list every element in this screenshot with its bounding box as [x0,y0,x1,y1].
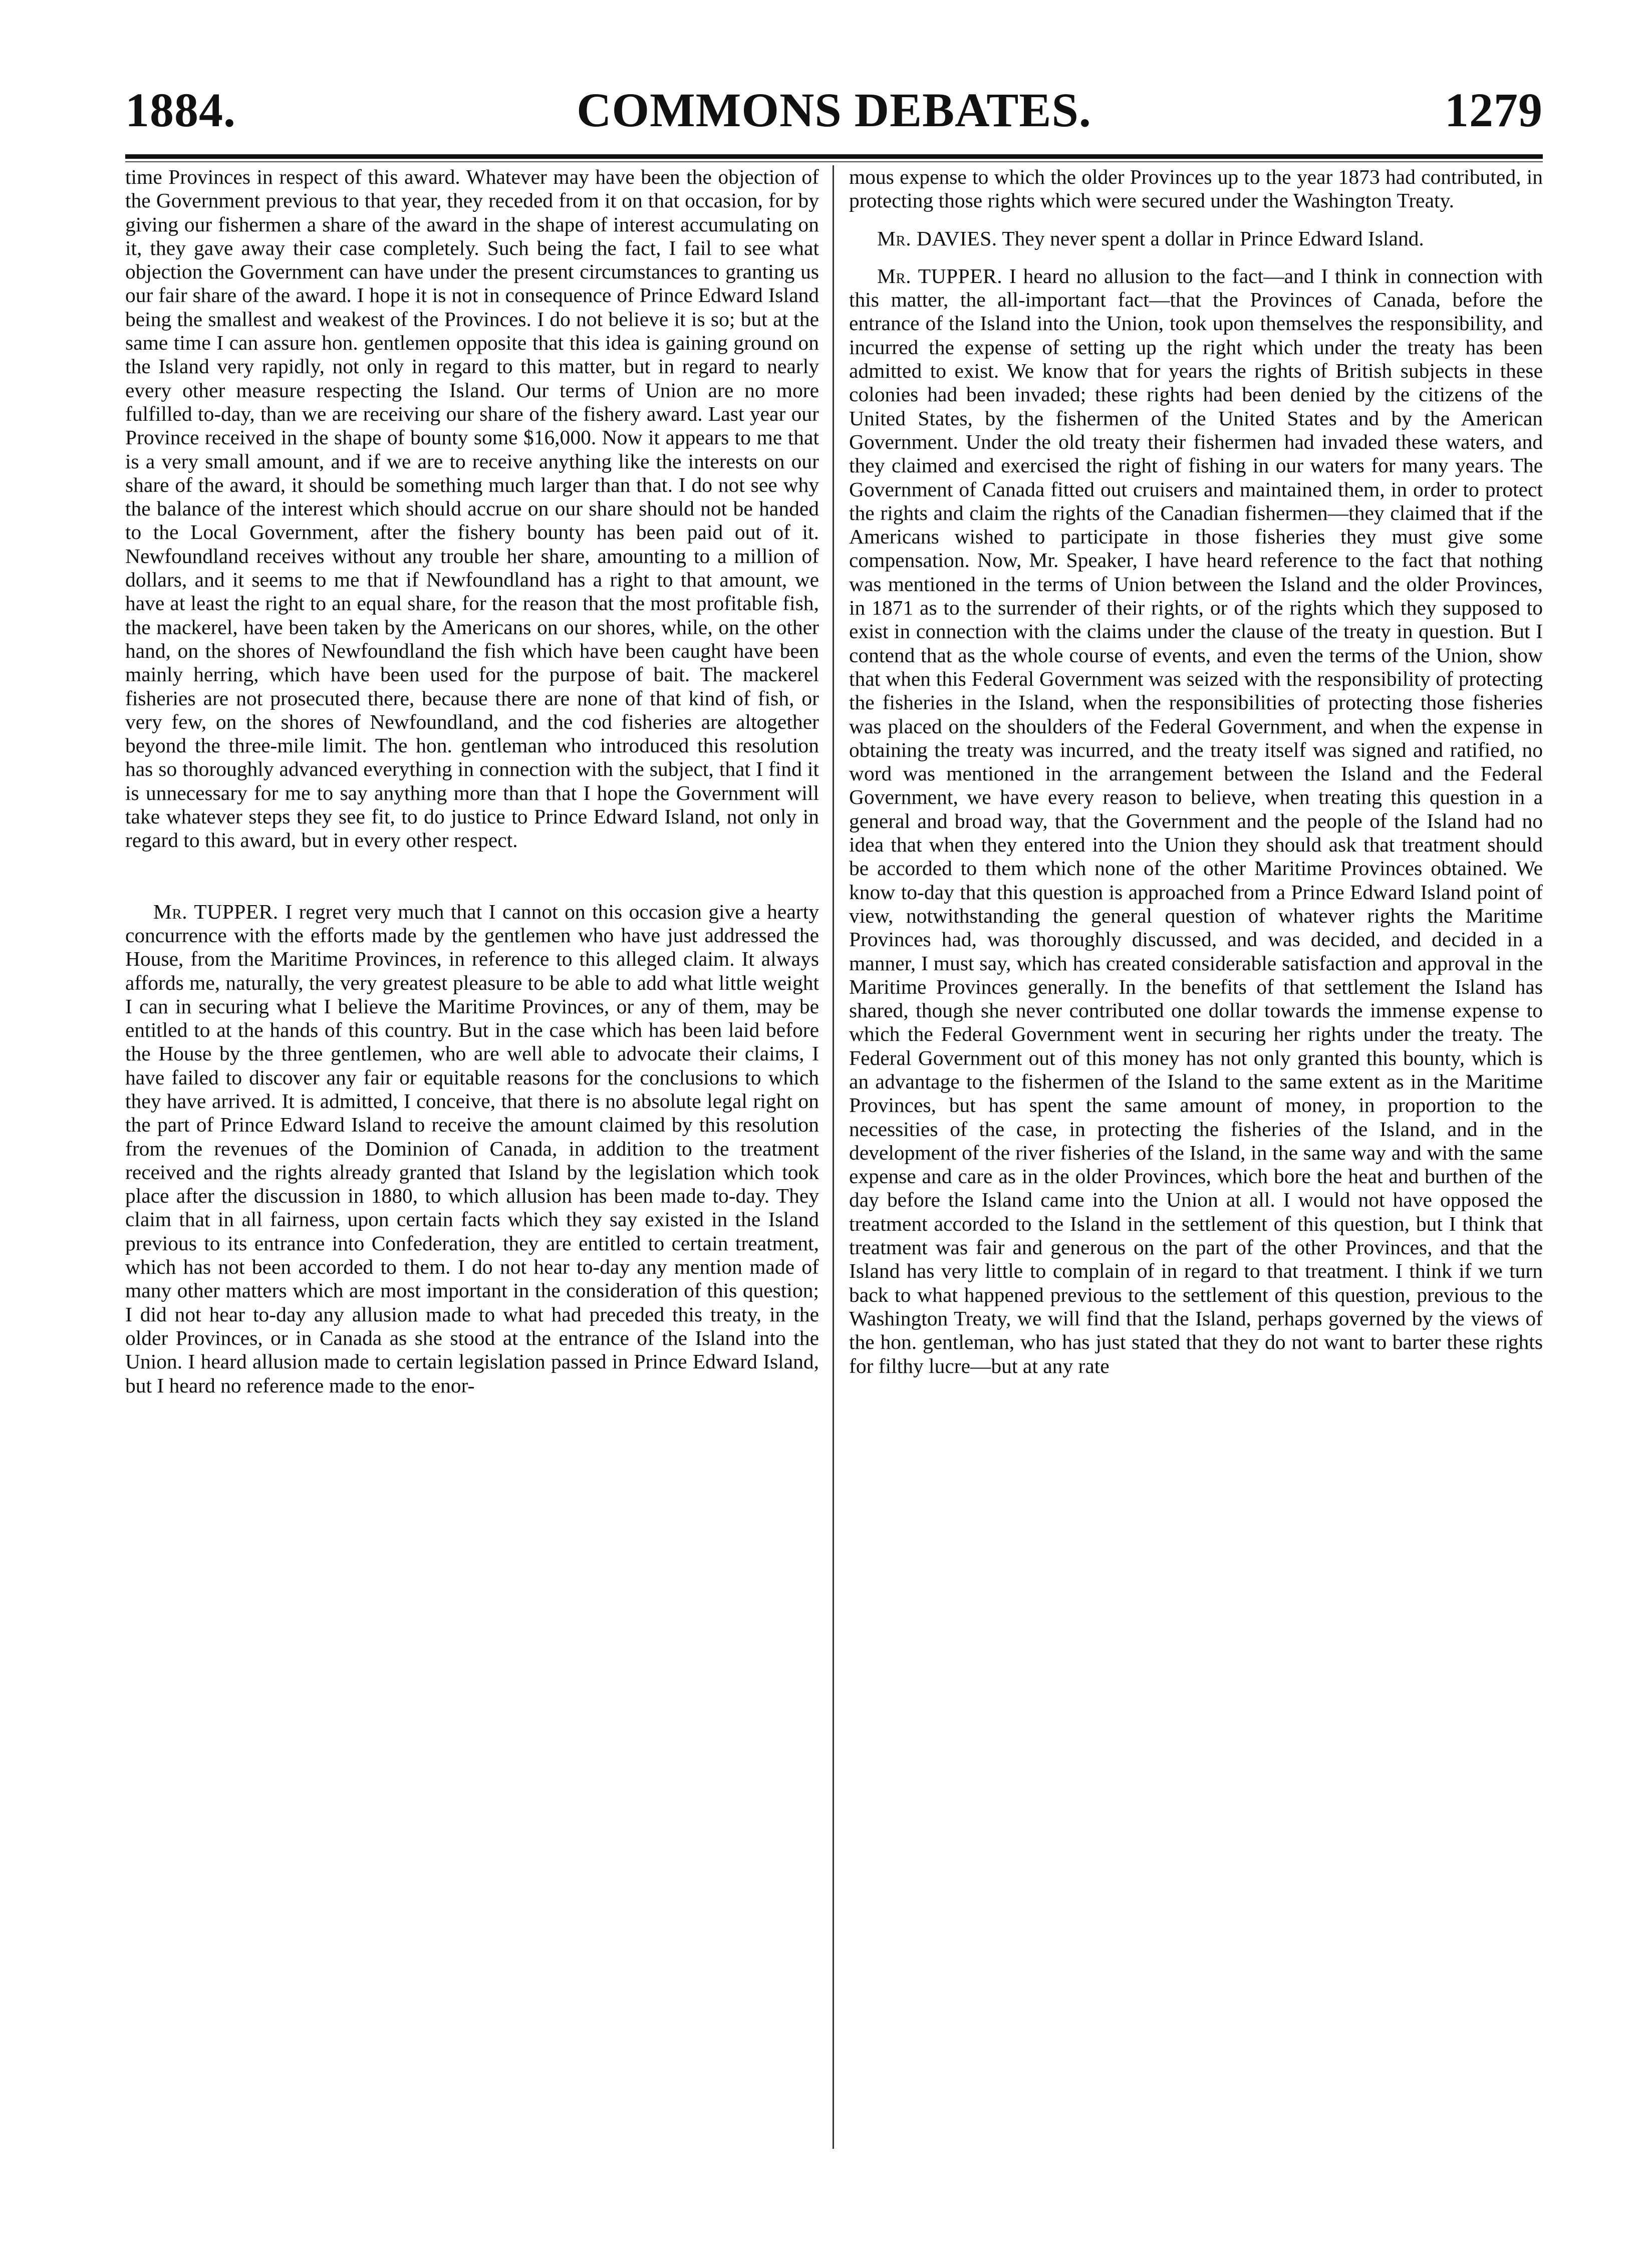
paragraph-text: I heard no allusion to the fact—and I think in connection with this matter, the all-important fact—that the Provinces of Canada, before the entrance of the Island into the Union, took upon themselves the responsibility, and incurred the expense of setting up the right which under the treaty has been admitted to exist. We know that for years the rights of British subjects in these colonies had been invaded; these rights had been denied by the citizens of the United States, by the fishermen of the United States and by the American Government. Under the old treaty their fishermen had invaded these waters, and they claimed and exercised the right of fishing in our waters for many years. The Government of Canada fitted out cruisers and maintained them, in order to protect the rights and claim the rights of the Canadian fishermen—they claimed that if the Americans wished to participate in those fisheries they must give some compensation. Now, Mr. Speaker, I have heard reference to the fact that nothing was mentioned in the terms of Union between the Island and the older Provinces, in 1871 as to the surrender of their rights, or of the rights which they supposed to exist in connection with the claims under the clause of the treaty in question. But I contend that as the whole course of events, and even the terms of the Union, show that when this Federal Government was seized with the responsibility of protecting the fisheries in the Island, when the responsibilities of protecting those fisheries was placed on the shoulders of the Federal Government, and when the expense in obtaining the treaty was incurred, and the treaty itself was signed and ratified, no word was mentioned in the arrangement between the Island and the Federal Government, we have every reason to believe, when treating this question in a general and broad way, that the Government and the people of the Island had no idea that when they entered into the Union they should ask that treatment should be accorded to them which none of the other Maritime Provinces obtained. We know to-day that this question is approached from a Prince Edward Island point of view, notwithstanding the general question of whatever rights the Maritime Provinces had, was thoroughly discussed, and was decided, and decided in a manner, I must say, which has created considerable satisfaction and approval in the Maritime Provinces generally. In the benefits of that settlement the Island has shared, though she never contributed one dollar towards the immense expense to which the Federal Government went in securing her rights under the treaty. The Federal Government out of this money has not only granted this bounty, which is an advantage to the fishermen of the Island to the same extent as in the Maritime Provinces, but has spent the same amount of money, in proportion to the necessities of the case, in protecting the fisheries of the Island, and in the development of the river fisheries of the Island, in the same way and with the same expense and care as in the older Provinces, which bore the heat and burthen of the day before the Island came into the Union at all. I would not have opposed the treatment accorded to the Island in the settlement of this question, but I think that treatment was fair and generous on the part of the other Provinces, and that the Island has very little to complain of in regard to that treatment. I think if we turn back to what happened previous to the settlement of this question, previous to the Washington Treaty, we will find that the Island, perhaps governed by the views of the hon. gentleman, who has just stated that they do not want to barter these rights for filthy lucre—but at any rate [849,264,1543,1377]
paragraph-speech [125,900,819,1397]
header-rule-thin [125,161,1543,162]
paragraph-text: I regret very much that I cannot on this occasion give a hearty concurrence with the efforts made by the gentlemen who have just addressed the House, from the Maritime Provinces, in reference to this alleged claim. It always affords me, naturally, the very greatest pleasure to be able to add what little weight I can in securing what I believe the Maritime Provinces, or any of them, may be entitled to at the hands of this country. But in the case which has been laid before the House by the three gentlemen, who are well able to advocate their claims, I have failed to discover any fair or equitable reasons for the conclusions to which they have arrived. It is admitted, I conceive, that there is no absolute legal right on the part of Prince Edward Island to receive the amount claimed by this resolution from the revenues of the Dominion of Canada, in addition to the treatment received and the rights already granted that Island by the legislation which took place after the discussion in 1880, to which allusion has been made to-day. They claim that in all fairness, upon certain facts which they say existed in the Island previous to its entrance into Confederation, they are entitled to certain treatment, which has not been accorded to them. I do not hear to-day any mention made of many other matters which are most important in the consideration of this question; I did not hear to-day any allusion made to what had preceded this treaty, in the older Provinces, or in Canada as she stood at the entrance of the Island into the Union. I heard allusion made to certain legislation passed in Prince Edward Island, but I heard no reference made to the enor- [125,900,819,1397]
paragraph-continued [125,165,819,853]
paragraph-text: They never spent a dollar in Prince Edward Island. [1002,226,1424,250]
page-header [125,75,1543,155]
column-divider [833,165,834,2149]
paragraph-continued [849,165,1543,213]
speaker-name: Mr. TUPPER. [877,264,1003,288]
paragraph-text: time Provinces in respect of this award. Whatever may have been the objection of the Government previous to that year, they receded from it on that occasion, for by giving our fishermen a share of the award in the shape of interest accumulating on it, they gave away their case completely. Such being the fact, I fail to see what objection the Government can have under the present circumstances to granting us our fair share of the award. I hope it is not in consequence of Prince Edward Island being the smallest and weakest of the Provinces. I do not believe it is so; but at the same time I can assure hon. gentlemen opposite that this idea is gaining ground on the Island very rapidly, not only in regard to this matter, but in regard to nearly every other measure respecting the Island. Our terms of Union are no more fulfilled to-day, than we are receiving our share of the fishery award. Last year our Province received in the shape of bounty some $16,000. Now it appears to me that is a very small amount, and if we are to receive anything like the interests on our share of the award, it should be something much larger than that. I do not see why the balance of the interest which should accrue on our share should not be handed to the Local Government, after the fishery bounty has been paid out of it. Newfoundland receives without any trouble her share, amounting to a million of dollars, and it seems to me that if Newfoundland has a right to that amount, we have at least the right to an equal share, for the reason that the most profitable fish, the mackerel, have been taken by the Americans on our shores, while, on the other hand, on the shores of Newfoundland the fish which have been caught have been mainly herring, which have been used for the purpose of bait. The mackerel fisheries are not prosecuted there, because there are none of that kind of fish, or very few, on the shores of Newfoundland, and the cod fisheries are altogether beyond the three-mile limit. The hon. gentleman who introduced this resolution has so thoroughly advanced everything in connection with the subject, that I find it is unnecessary for me to say anything more than that I hope the Government will take whatever steps they see fit, to do justice to Prince Edward Island, not only in regard to this award, but in every other respect. [125,165,819,852]
page-number: 1279 [1445,83,1543,137]
right-column [849,165,1543,2149]
speaker-name: Mr. TUPPER. [153,900,279,923]
paragraph-speech [849,227,1543,250]
header-year: 1884. [125,83,236,137]
speaker-name: Mr. DAVIES. [877,226,997,250]
publication-title: COMMONS DEBATES. [577,83,1091,137]
left-column [125,165,819,2149]
paragraph-text: mous expense to which the older Provinces up to the year 1873 had contributed, in protecting those rights which were secured under the Washington Treaty. [849,165,1543,212]
header-rule-thick [125,154,1543,159]
paragraph-speech [849,264,1543,1378]
